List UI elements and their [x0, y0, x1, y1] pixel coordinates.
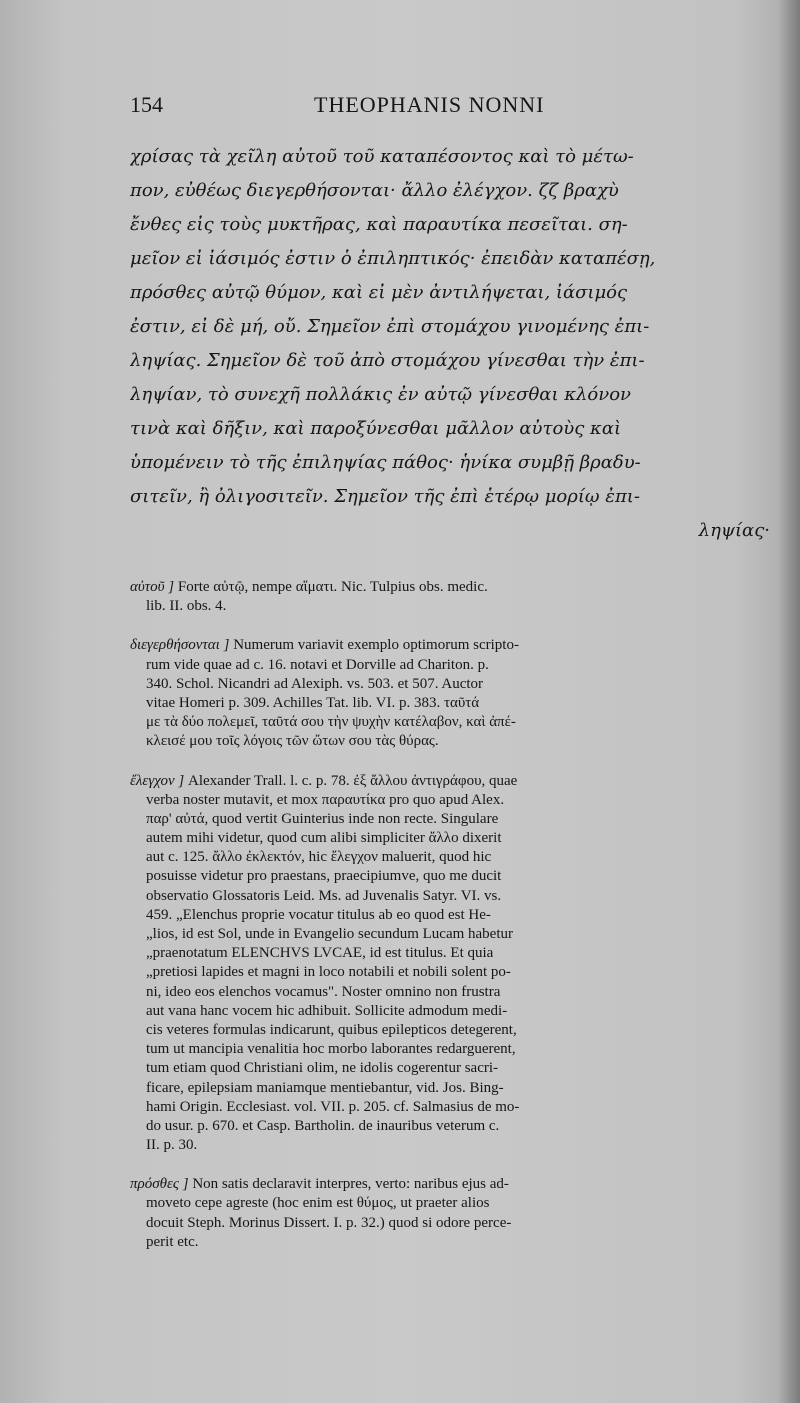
footnote [130, 578, 770, 616]
footnote-line: aut c. 125. ἄλλο ἐκλεκτόν, hic ἔλεγχον maluerit, quod hic [146, 849, 492, 866]
footnote-line: vitae Homeri p. 309. Achilles Tat. lib. VI. p. 383. ταῦτά [146, 694, 480, 711]
main-text-line: ὑπομένειν τὸ τῆς ἐπιληψίας πάθος· ἡνίκα συμβῇ βραδυ- [130, 452, 641, 473]
footnote-line: autem mihi videtur, quod cum alibi simpliciter ἄλλο dixerit [146, 830, 502, 847]
footnotes [130, 578, 770, 1272]
main-text-line: σιτεῖν, ἢ ὀλιγοσιτεῖν. Σημεῖον τῆς ἐπὶ ἑτέρῳ μορίῳ ἐπι- [130, 486, 640, 507]
footnote-lemma: ἔλεγχον ] [130, 772, 185, 789]
footnote-line: posuisse videtur pro praestans, praecipiumve, quo me ducit [146, 868, 502, 885]
main-text-line: ἔνθες εἰς τοὺς μυκτῆρας, καὶ παραυτίκα πεσεῖται. ση- [130, 214, 628, 235]
footnote-line: hami Origin. Ecclesiast. vol. VII. p. 205. cf. Salmasius de mo- [146, 1098, 520, 1115]
footnote-line: verba noster mutavit, et mox παραυτίκα pro quo apud Alex. [146, 791, 505, 808]
main-text-line: ληψίαν, τὸ συνεχῆ πολλάκις ἐν αὐτῷ γίνεσθαι κλόνον [130, 384, 631, 405]
greek-main-text [130, 140, 770, 548]
footnote [130, 636, 770, 751]
main-text-line: χρίσας τὰ χεῖλη αὐτοῦ τοῦ καταπέσοντος καὶ τὸ μέτω- [130, 146, 634, 167]
footnote-line: tum etiam quod Christiani olim, ne idolis cogerentur sacri- [146, 1060, 499, 1077]
page-header [130, 92, 770, 124]
page-number: 154 [130, 92, 163, 117]
footnote-lemma: αὐτοῦ ] [130, 579, 175, 595]
footnote-line: lib. II. obs. 4. [146, 598, 227, 615]
footnote-line [130, 1175, 770, 1194]
footnote [130, 1175, 770, 1252]
main-text-line: ληψίας· [698, 520, 770, 541]
footnote-line: cis veteres formulas indicarunt, quibus epilepticos detegerent, [146, 1021, 517, 1038]
footnote-lemma: πρόσθες ] [130, 1176, 189, 1193]
main-text-line: πρόσθες αὐτῷ θύμον, καὶ εἰ μὲν ἀντιλήψεται, ἰάσιμός [130, 282, 628, 303]
footnote-line: do usur. p. 670. et Casp. Bartholin. de inauribus veterum c. [146, 1117, 500, 1134]
footnote-line: moveto cepe agreste (hoc enim est θύμος, ut praeter alios [146, 1195, 490, 1212]
running-head: THEOPHANIS NONNI [314, 92, 545, 117]
footnote-text: Alexander Trall. l. c. p. 78. ἐξ ἄλλου ἀντιγράφου, quae [188, 772, 518, 789]
footnote-line: „pretiosi lapides et magni in loco notabili et nobili solent po- [146, 964, 511, 981]
footnote-text: Forte αὐτῷ, nempe αἵματι. Nic. Tulpius obs. medic. [177, 579, 488, 595]
footnote-line: παρ' αὐτά, quod vertit Guinterius inde non recte. Singulare [146, 810, 499, 827]
footnote-line: ficare, epilepsiam maniamque mentiebantur, vid. Jos. Bing- [146, 1079, 504, 1096]
main-text-line: ληψίας. Σημεῖον δὲ τοῦ ἀπὸ στομάχου γίνεσθαι τὴν ἐπι- [130, 350, 645, 371]
footnote-line: docuit Steph. Morinus Dissert. I. p. 32.) quod si odore perce- [146, 1214, 512, 1231]
main-text-line: ἐστιν, εἰ δὲ μή, οὔ. Σημεῖον ἐπὶ στομάχου γινομένης ἐπι- [130, 316, 650, 337]
footnote-line [130, 772, 770, 791]
footnote-line [130, 636, 770, 655]
footnote-line: aut vana hanc vocem hic adhibuit. Sollicite admodum medi- [146, 1002, 508, 1019]
footnote-line: tum ut mancipia venalitia hoc morbo laborantes redarguerent, [146, 1041, 516, 1058]
footnote-line: ni, ideo eos elenchos vocamus". Noster omnino non frustra [146, 983, 501, 1000]
footnote-line [130, 578, 770, 597]
footnote-line: perit etc. [146, 1233, 199, 1250]
footnote-line: II. p. 30. [146, 1137, 198, 1154]
footnote-lemma: διεγερθήσονται ] [130, 637, 230, 654]
footnote-text: Numerum variavit exemplo optimorum scripto- [233, 637, 519, 654]
footnote [130, 772, 770, 1156]
main-text-line: τινὰ καὶ δῆξιν, καὶ παροξύνεσθαι μᾶλλον αὐτοὺς καὶ [130, 418, 622, 439]
footnote-line: „lios, id est Sol, unde in Evangelio secundum Lucam habetur [146, 926, 514, 942]
footnote-line: „praenotatum ELENCHVS LVCAE, id est titulus. Et quia [146, 945, 494, 962]
main-text-line: μεῖον εἰ ἰάσιμός ἐστιν ὁ ἐπιληπτικός· ἐπειδὰν καταπέσῃ, [130, 248, 656, 269]
footnote-line: με τὰ δύο πολεμεῖ, ταῦτά σου τὴν ψυχὴν κατέλαβον, καὶ ἀπέ- [146, 714, 516, 731]
footnote-line: rum vide quae ad c. 16. notavi et Dorville ad Chariton. p. [146, 656, 489, 673]
footnote-line: 340. Schol. Nicandri ad Alexiph. vs. 503. et 507. Auctor [146, 675, 484, 692]
footnote-text: Non satis declaravit interpres, verto: naribus ejus ad- [192, 1176, 509, 1193]
page-edge-shadow [778, 0, 800, 1403]
footnote-line: κλεισέ μου τοῖς λόγοις τῶν ὤτων σου τὰς θύρας. [146, 733, 439, 750]
main-text-line: πον, εὐθέως διεγερθήσονται· ἄλλο ἐλέγχον. ζζ βραχὺ [130, 180, 619, 201]
footnote-line: observatio Glossatoris Leid. Ms. ad Juvenalis Satyr. VI. vs. [146, 887, 502, 904]
footnote-line: 459. „Elenchus proprie vocatur titulus ab eo quod est He- [146, 906, 491, 923]
